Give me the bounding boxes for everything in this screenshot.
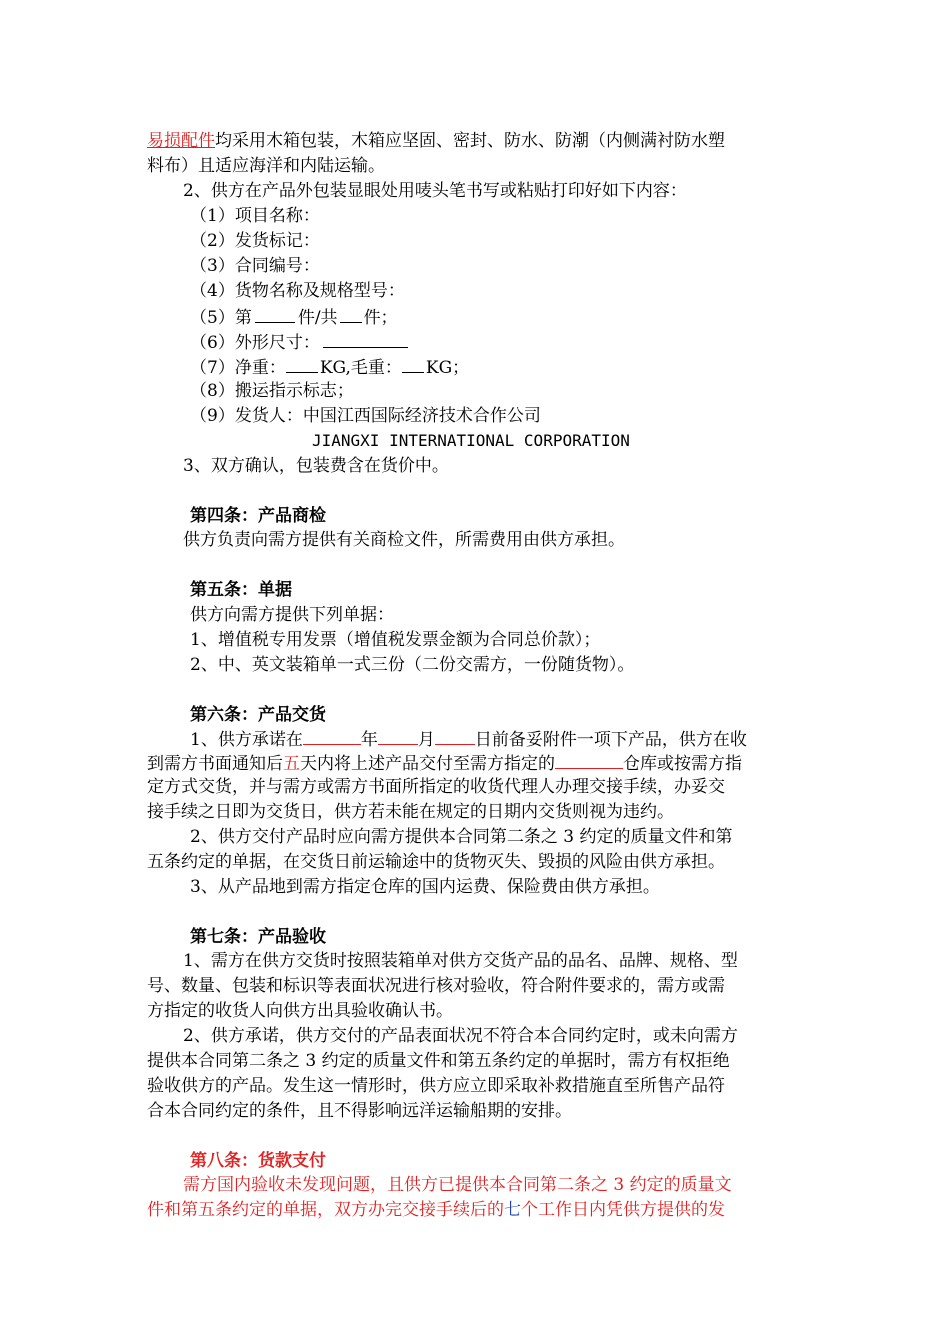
blank-piece-total bbox=[340, 304, 362, 323]
article-7-line-4: 2、供方承诺，供方交付的产品表面状况不符合本合同约定时，或未向需方 bbox=[183, 1026, 738, 1046]
article-4-title: 第四条：产品商检 bbox=[190, 506, 326, 526]
article-7-line-7: 合本合同约定的条件，且不得影响远洋运输船期的安排。 bbox=[147, 1101, 572, 1121]
highlight-fragile-parts: 易损配件 bbox=[147, 131, 215, 151]
list-item-4: （4）货物名称及规格型号： bbox=[190, 281, 405, 301]
blank-dimensions bbox=[323, 329, 408, 348]
article-7-line-2: 号、数量、包装和标识等表面状况进行核对验收，符合附件要求的，需方或需 bbox=[147, 976, 725, 996]
blank-month bbox=[378, 726, 418, 745]
article-8-line-2: 件和第五条约定的单据，双方办完交接手续后的七个工作日内凭供方提供的发 bbox=[147, 1200, 725, 1220]
article-8-line-1: 需方国内验收未发现问题，且供方已提供本合同第二条之 3 约定的质量文 bbox=[183, 1175, 732, 1195]
article-6-line-3: 定方式交货，并与需方或需方书面所指定的收货代理人办理交接手续，办妥交 bbox=[147, 777, 725, 797]
packaging-line-1: 易损配件均采用木箱包装，木箱应坚固、密封、防水、防潮（内侧满衬防水塑 bbox=[147, 131, 725, 151]
blank-warehouse bbox=[555, 750, 623, 769]
list-item-5: （5）第 件/共 件； bbox=[190, 304, 398, 328]
article-5-item-1: 1、增值税专用发票（增值税发票金额为合同总价款）； bbox=[190, 630, 601, 650]
article-5-title: 第五条：单据 bbox=[190, 580, 292, 600]
list-item-7: （7）净重： KG,毛重： KG； bbox=[190, 354, 469, 378]
blank-day bbox=[435, 726, 475, 745]
blank-net-weight bbox=[286, 354, 318, 373]
list-item-2: （2）发货标记： bbox=[190, 231, 320, 251]
packaging-item-2: 2、供方在产品外包装显眼处用唛头笔书写或粘贴打印好如下内容： bbox=[183, 181, 687, 201]
article-7-line-6: 验收供方的产品。发生这一情形时，供方应立即采取补救措施直至所售产品符 bbox=[147, 1076, 725, 1096]
article-6-line-7: 3、从产品地到需方指定仓库的国内运费、保险费由供方承担。 bbox=[190, 877, 660, 897]
list-item-6: （6）外形尺寸： bbox=[190, 329, 408, 353]
article-5-item-2: 2、中、英文装箱单一式三份（二份交需方，一份随货物）。 bbox=[190, 655, 635, 675]
list-item-3: （3）合同编号： bbox=[190, 256, 320, 276]
article-6-line-6: 五条约定的单据，在交货日前运输途中的货物灭失、毁损的风险由供方承担。 bbox=[147, 852, 725, 872]
shipper-english-name: JIANGXI INTERNATIONAL CORPORATION bbox=[312, 431, 630, 450]
article-6-line-1: 1、供方承诺在 年 月 日前备妥附件一项下产品，供方在收 bbox=[190, 726, 747, 750]
article-7-title: 第七条：产品验收 bbox=[190, 927, 326, 947]
blank-gross-weight bbox=[402, 354, 424, 373]
article-6-title: 第六条：产品交货 bbox=[190, 705, 326, 725]
list-item-1: （1）项目名称： bbox=[190, 206, 320, 226]
article-6-line-2: 到需方书面通知后五天内将上述产品交付至需方指定的 仓库或按需方指 bbox=[147, 750, 742, 774]
article-6-line-4: 接手续之日即为交货日，供方若未能在规定的日期内交货则视为违约。 bbox=[147, 802, 674, 822]
article-5-intro: 供方向需方提供下列单据： bbox=[190, 605, 394, 625]
list-item-8: （8）搬运指示标志； bbox=[190, 381, 354, 401]
highlight-five-days: 五 bbox=[283, 754, 300, 774]
article-7-line-3: 方指定的收货人向供方出具验收确认书。 bbox=[147, 1001, 453, 1021]
highlight-seven-days: 七 bbox=[504, 1200, 521, 1220]
packaging-line-2: 料布）且适应海洋和内陆运输。 bbox=[147, 156, 385, 176]
article-7-line-1: 1、需方在供方交货时按照装箱单对供方交货产品的品名、品牌、规格、型 bbox=[183, 951, 738, 971]
article-8-title: 第八条：货款支付 bbox=[190, 1151, 326, 1171]
list-item-9: （9）发货人：中国江西国际经济技术合作公司 bbox=[190, 406, 541, 426]
article-6-line-5: 2、供方交付产品时应向需方提供本合同第二条之 3 约定的质量文件和第 bbox=[190, 827, 733, 847]
packaging-item-3: 3、双方确认，包装费含在货价中。 bbox=[183, 456, 449, 476]
article-4-body: 供方负责向需方提供有关商检文件，所需费用由供方承担。 bbox=[183, 530, 625, 550]
blank-piece-no bbox=[255, 304, 295, 323]
blank-year bbox=[303, 726, 361, 745]
article-7-line-5: 提供本合同第二条之 3 约定的质量文件和第五条约定的单据时，需方有权拒绝 bbox=[147, 1051, 730, 1071]
